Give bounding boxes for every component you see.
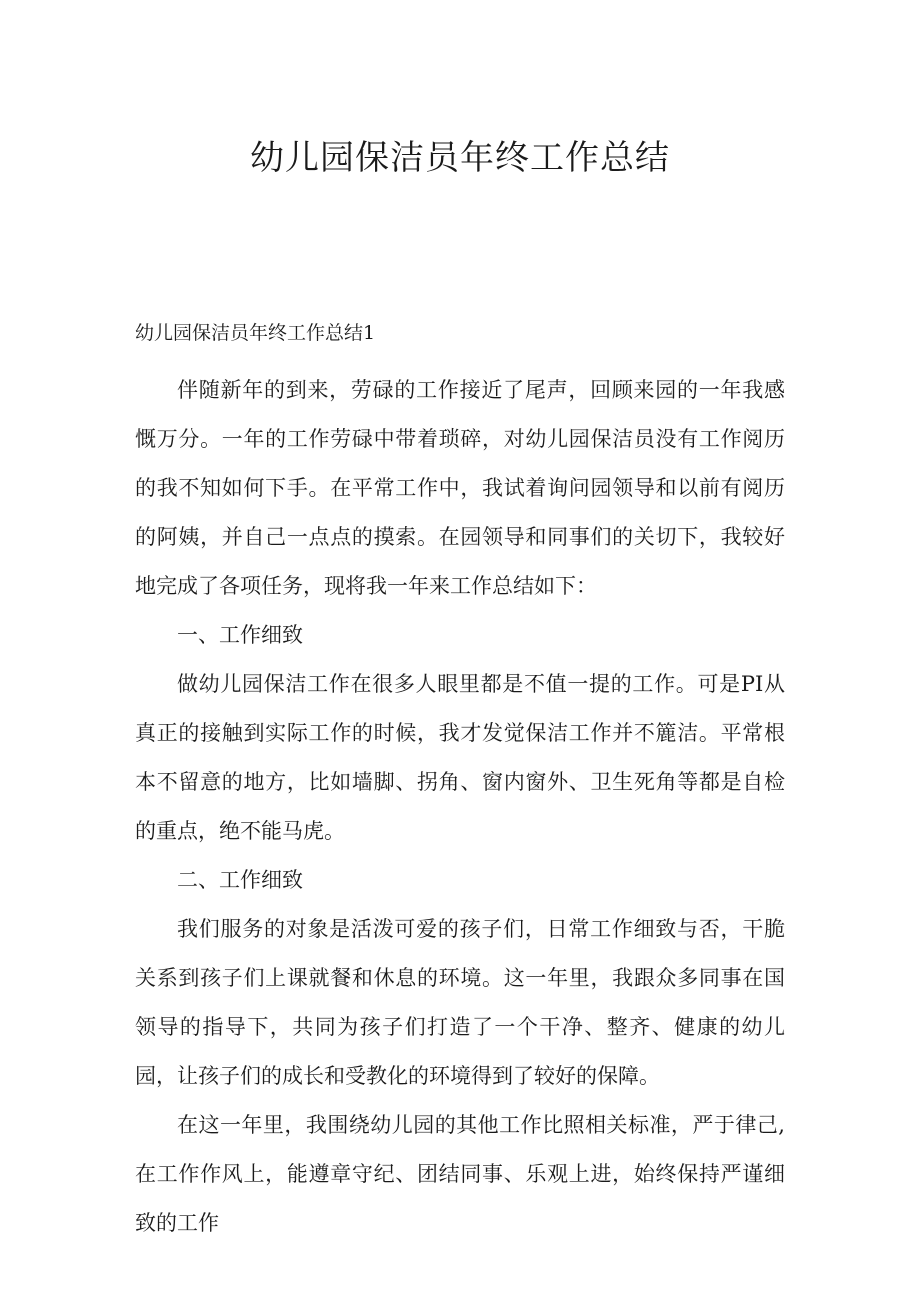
paragraph-intro: 伴随新年的到来，劳碌的工作接近了尾声，回顾来园的一年我感慨万分。一年的工作劳碌中带着琐碎，对幼儿园保洁员没有工作阅历的我不知如何下手。在平常工作中，我试着询问园领导和以前有阅历的阿姨，并自己一点点的摸索。在园领导和同事们的关切下，我较好地完成了各项任务，现将我一年来工作总结如下： (135, 378, 785, 598)
document-title: 幼儿园保洁员年终工作总结 (250, 138, 670, 178)
document-subtitle: 幼儿园保洁员年终工作总结1 (135, 322, 376, 344)
paragraph-closing: 在这一年里，我围绕幼儿园的其他工作比照相关标准，严于律己,在工作作风上，能遵章守纪、团结同事、乐观上进，始终保持严谨细致的工作 (135, 1113, 785, 1235)
section-heading-2: 二、工作细致 (177, 868, 303, 892)
paragraph-section-2: 我们服务的对象是活泼可爱的孩子们，日常工作细致与否，干脆关系到孩子们上课就餐和休息的环境。这一年里，我跟众多同事在国领导的指导下，共同为孩子们打造了一个干净、整齐、健康的幼儿园，让孩子们的成长和受教化的环境得到了较好的保障。 (135, 917, 785, 1088)
document-body (135, 366, 785, 1248)
section-heading-1: 一、工作细致 (177, 623, 303, 647)
paragraph-section-1: 做幼儿园保洁工作在很多人眼里都是不值一提的工作。可是PI从真正的接触到实际工作的时候，我才发觉保洁工作并不簏洁。平常根本不留意的地方，比如墙脚、拐角、窗内窗外、卫生死角等都是自检的重点，绝不能马虎。 (135, 672, 785, 843)
